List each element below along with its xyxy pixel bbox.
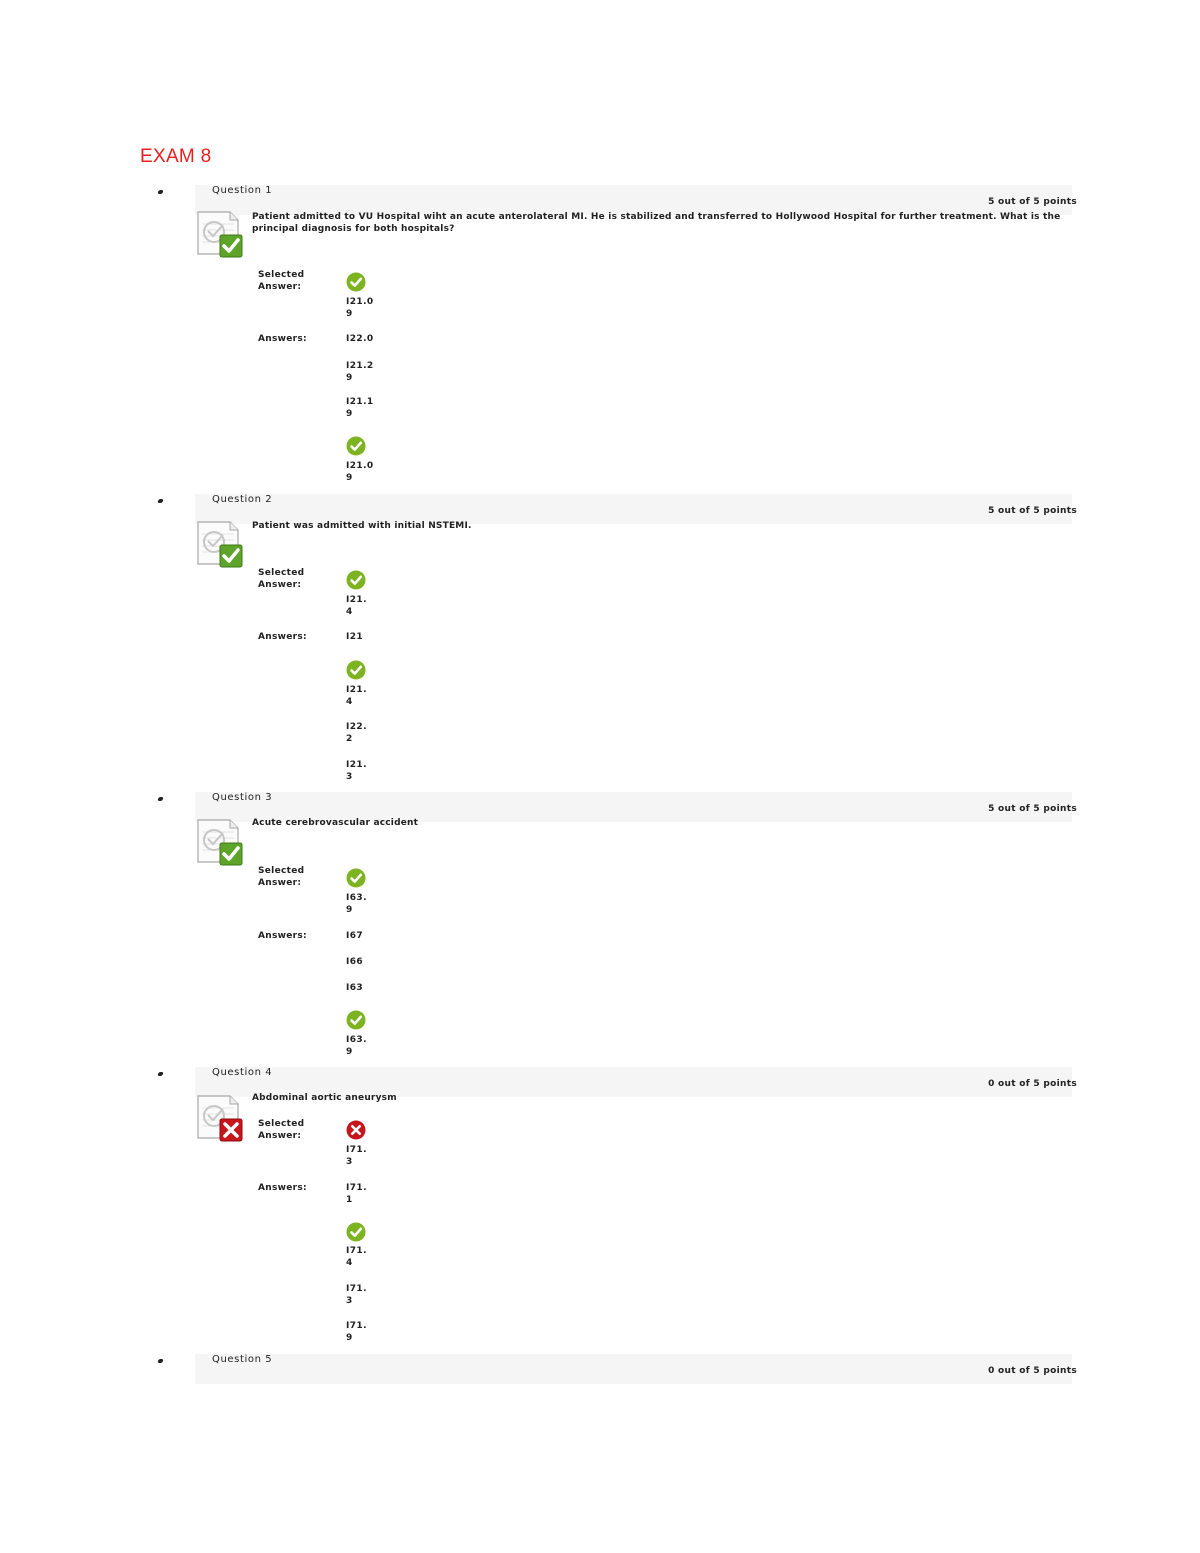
answer-option: I22.2	[346, 722, 367, 744]
correct-check-icon	[346, 660, 366, 680]
question-text: Patient admitted to VU Hospital wiht an acute anterolateral MI. He is stabilized and transferred to Hollywood Hospital for further treatment. What is the principal diagnosis for both hospitals?	[252, 212, 1061, 234]
selected-answer-value: I63.9	[346, 893, 367, 915]
correct-check-icon	[346, 272, 366, 292]
answer-option-correct: I21.09	[346, 461, 374, 483]
answer-option: I66	[346, 957, 364, 967]
question-text: Acute cerebrovascular accident	[252, 818, 419, 828]
answers-label: Answers:	[258, 931, 307, 941]
selected-answer-value: I71.3	[346, 1145, 367, 1167]
correct-check-icon	[346, 1222, 366, 1242]
correct-status-icon	[196, 520, 244, 568]
question-title: Question 5	[212, 1354, 273, 1365]
selected-answer-label: Selected Answer:	[258, 866, 305, 888]
answer-option: I22.0	[346, 334, 374, 344]
question-title: Question 3	[212, 792, 273, 803]
correct-check-icon	[346, 436, 366, 456]
incorrect-x-icon	[346, 1120, 366, 1140]
correct-status-icon	[196, 818, 244, 866]
answer-option-correct: I63.9	[346, 1035, 367, 1057]
answer-option: I63	[346, 983, 364, 993]
answers-label: Answers:	[258, 632, 307, 642]
answer-option-correct: I71.4	[346, 1246, 367, 1268]
question-score: 5 out of 5 points	[988, 197, 1077, 207]
question-text: Patient was admitted with initial NSTEMI.	[252, 521, 472, 531]
correct-check-icon	[346, 868, 366, 888]
bullet	[157, 1072, 163, 1076]
answer-option-correct: I21.4	[346, 685, 367, 707]
exam-title: EXAM 8	[140, 146, 212, 167]
question-title: Question 4	[212, 1067, 273, 1078]
answer-option: I21.3	[346, 760, 367, 782]
selected-answer-value: I21.09	[346, 297, 374, 319]
bullet	[157, 190, 163, 194]
answer-option: I71.9	[346, 1321, 367, 1343]
answer-option: I67	[346, 931, 364, 941]
selected-answer-value: I21.4	[346, 595, 367, 617]
question-title: Question 1	[212, 185, 273, 196]
bullet	[157, 797, 163, 801]
answer-option: I21.19	[346, 397, 374, 419]
answer-option: I21.29	[346, 361, 374, 383]
question-text: Abdominal aortic aneurysm	[252, 1093, 397, 1103]
bullet	[157, 499, 163, 503]
correct-check-icon	[346, 570, 366, 590]
answer-option: I21	[346, 632, 364, 642]
answer-option: I71.1	[346, 1183, 367, 1205]
question-title: Question 2	[212, 494, 273, 505]
question-score: 0 out of 5 points	[988, 1366, 1077, 1376]
question-score: 5 out of 5 points	[988, 506, 1077, 516]
answer-option: I71.3	[346, 1284, 367, 1306]
correct-status-icon	[196, 210, 244, 258]
question-score: 5 out of 5 points	[988, 804, 1077, 814]
incorrect-status-icon	[196, 1094, 244, 1142]
question-score: 0 out of 5 points	[988, 1079, 1077, 1089]
selected-answer-label: Selected Answer:	[258, 270, 305, 292]
answers-label: Answers:	[258, 1183, 307, 1193]
selected-answer-label: Selected Answer:	[258, 1119, 305, 1141]
selected-answer-label: Selected Answer:	[258, 568, 305, 590]
correct-check-icon	[346, 1010, 366, 1030]
answers-label: Answers:	[258, 334, 307, 344]
bullet	[157, 1359, 163, 1363]
